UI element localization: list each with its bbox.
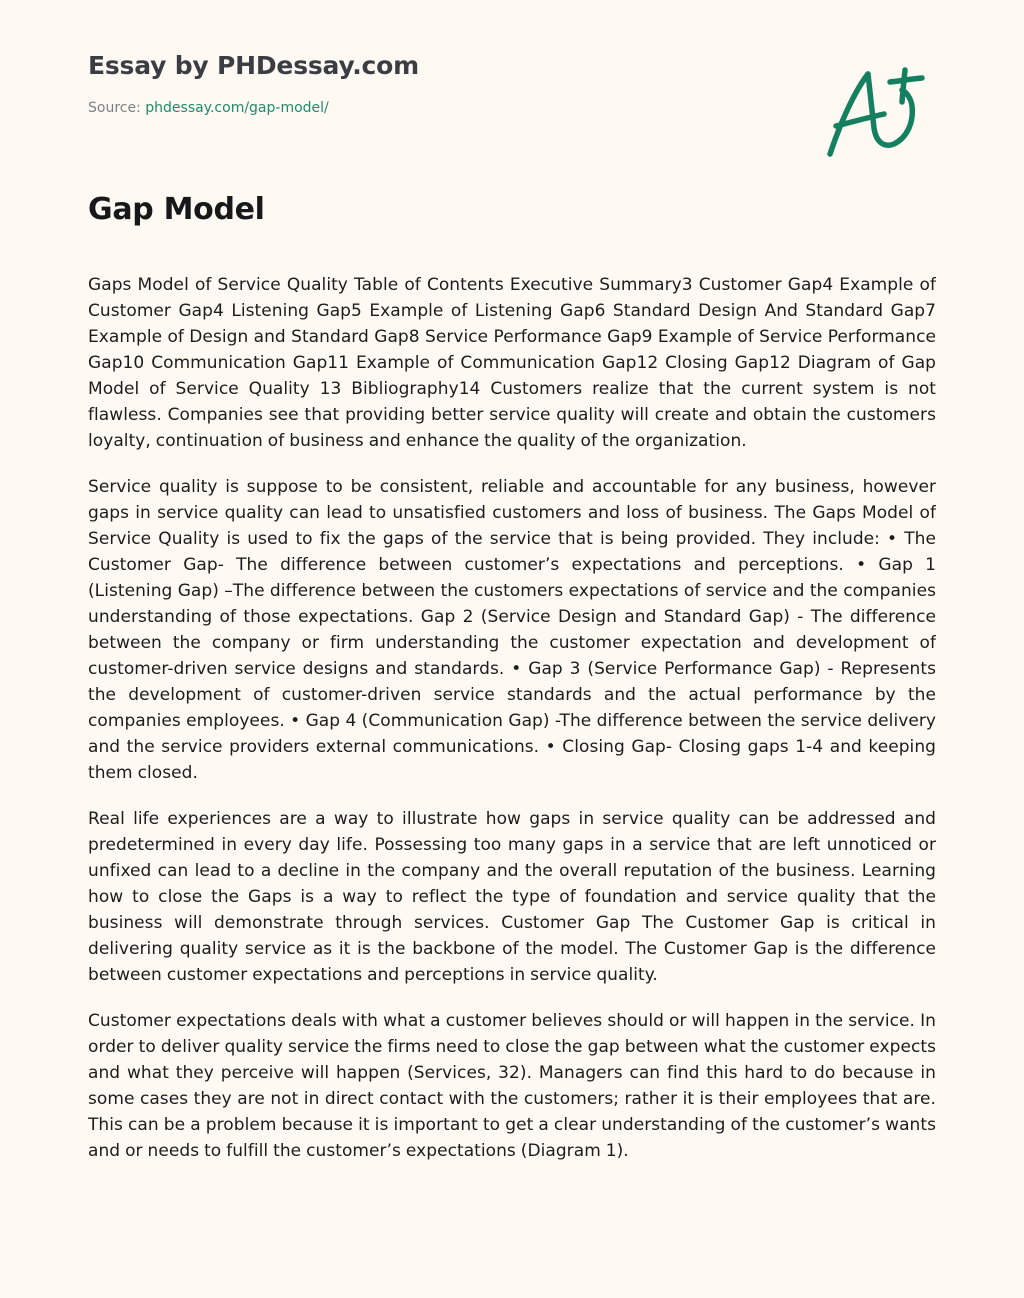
source-label: Source: [88,100,141,116]
source-link[interactable]: phdessay.com/gap-model/ [145,100,329,116]
paragraph: Gaps Model of Service Quality Table of Contents Executive Summary3 Customer Gap4 Example of Customer Gap4 Listening Gap5 Example of Listening Gap6 Standard Design And Standard Gap7 Example of Design and Standard Gap8 Service Performance Gap9 Example of Service Performance Gap10 Communication Gap11 Example of Communication Gap12 Closing Gap12 Diagram of Gap Model of Service Quality 13 Bibliography14 Customers realize that the current system is not flawless. Companies see that providing better service quality will create and obtain the customers loyalty, continuation of business and enhance the quality of the organization. [88,275,936,451]
paragraph: Customer expectations deals with what a customer believes should or will happen in the service. In order to deliver quality service the firms need to close the gap between what the customer expects and what they perceive will happen (Services, 32). Managers can find this hard to do because in some cases they are not in direct contact with the customers; rather it is their employees that are. This can be a problem because it is important to get a clear understanding of the customer’s wants and or needs to fulfill the customer’s expectations (Diagram 1). [88,1011,936,1161]
a-plus-grade-icon [822,62,932,162]
paragraph: Real life experiences are a way to illustrate how gaps in service quality can be addressed and predetermined in every day life. Possessing too many gaps in a service that are left unnoticed or unfixed can lead to a decline in the company and the overall reputation of the business. Learning how to close the Gaps is a way to reflect the type of foundation and service quality that the business will demonstrate through services. Customer Gap The Customer Gap is critical in delivering quality service as it is the backbone of the model. The Customer Gap is the difference between customer expectations and perceptions in service quality. [88,809,936,985]
site-header [88,50,788,117]
site-title: Essay by PHDessay.com [88,51,419,80]
paragraph: Service quality is suppose to be consistent, reliable and accountable for any business, however gaps in service quality can lead to unsatisfied customers and loss of business. The Gaps Model of Service Quality is used to fix the gaps of the service that is being provided. They include: • The Customer Gap- The difference between customer’s expectations and perceptions. • Gap 1 (Listening Gap) –The difference between the customers expectations of service and the companies understanding of those expectations. Gap 2 (Service Design and Standard Gap) - The difference between the company or firm understanding the customer expectation and development of customer-driven service designs and standards. • Gap 3 (Service Performance Gap) - Represents the development of customer-driven service standards and the actual performance by the companies employees. • Gap 4 (Communication Gap) -The difference between the service delivery and the service providers external communications. • Closing Gap- Closing gaps 1-4 and keeping them closed. [88,477,936,783]
essay-body [88,272,936,1258]
page-title: Gap Model [88,192,265,227]
source-line [88,99,788,117]
